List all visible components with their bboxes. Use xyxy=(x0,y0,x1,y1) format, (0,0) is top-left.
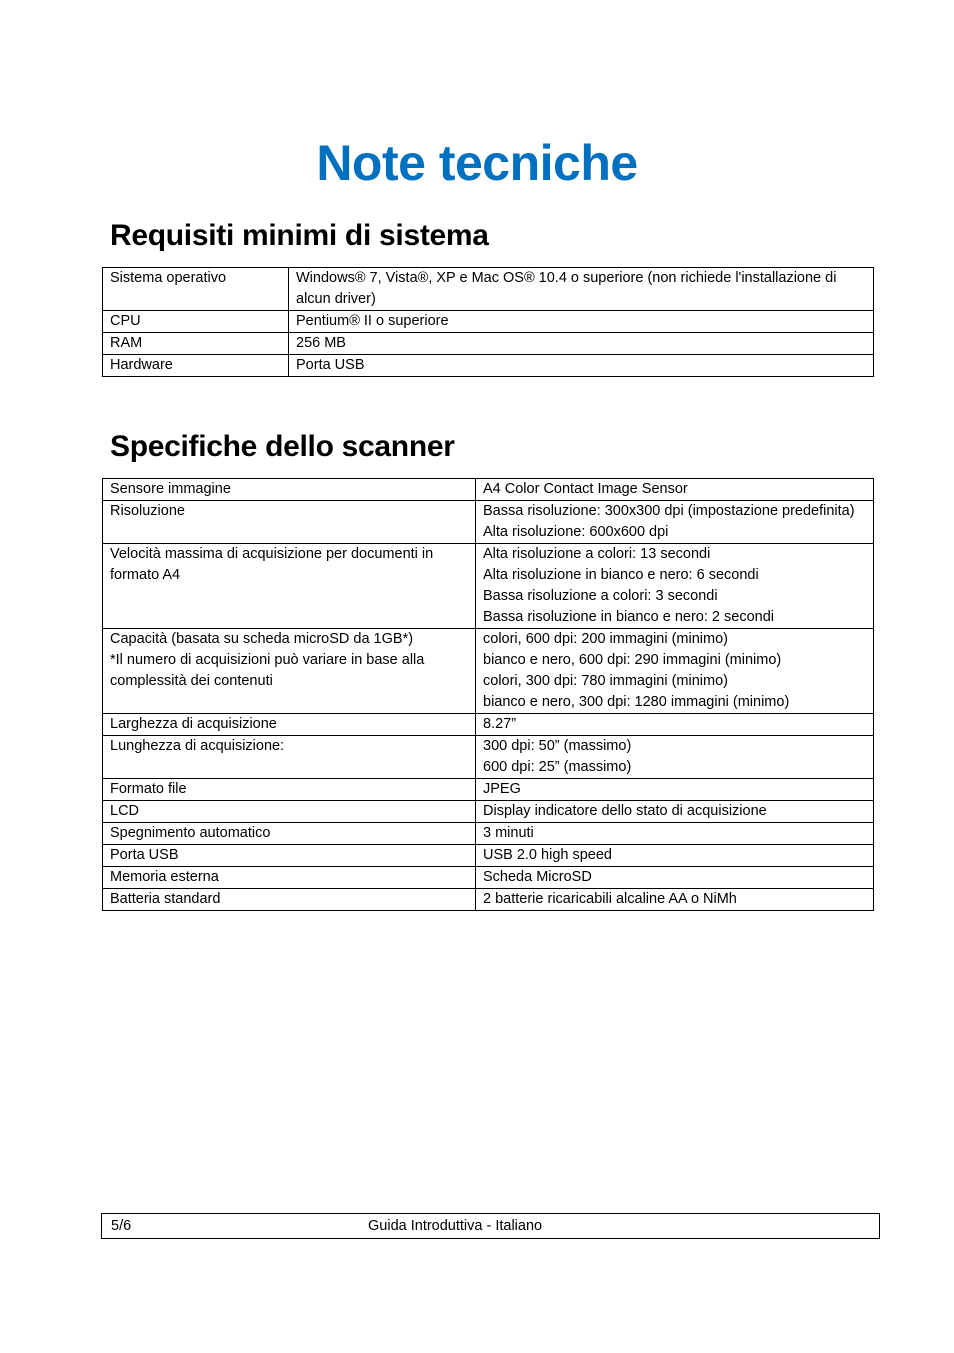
spec-label: Sensore immagine xyxy=(110,481,231,497)
spec-value-cell xyxy=(476,889,874,911)
scanner-specs-table xyxy=(102,478,874,911)
scanner-specs-heading: Specifiche dello scanner xyxy=(110,430,455,463)
spec-label-cell xyxy=(103,501,476,544)
spec-value: Display indicatore dello stato di acquisizione xyxy=(483,803,767,819)
spec-label: Porta USB xyxy=(110,847,179,863)
spec-label-cell xyxy=(103,736,476,779)
spec-value: Alta risoluzione a colori: 13 secondi xyxy=(483,546,711,562)
table-row xyxy=(103,355,874,377)
spec-label-cell xyxy=(103,311,289,333)
table-row xyxy=(103,867,874,889)
spec-value: colori, 600 dpi: 200 immagini (minimo) xyxy=(483,631,728,647)
spec-label: LCD xyxy=(110,803,140,819)
spec-value-cell xyxy=(289,333,874,355)
spec-value: bianco e nero, 300 dpi: 1280 immagini (minimo) xyxy=(483,694,790,710)
spec-label: Sistema operativo xyxy=(110,270,227,286)
spec-value-cell xyxy=(476,479,874,501)
spec-label-cell xyxy=(103,845,476,867)
spec-label-cell xyxy=(103,629,476,714)
spec-label: Larghezza di acquisizione xyxy=(110,716,277,732)
page-footer xyxy=(101,1213,880,1239)
spec-value: Bassa risoluzione a colori: 3 secondi xyxy=(483,588,718,604)
table-row xyxy=(103,736,874,779)
spec-value: Alta risoluzione: 600x600 dpi xyxy=(483,524,669,540)
table-row xyxy=(103,629,874,714)
page-number: 5/6 xyxy=(111,1218,132,1234)
spec-value: Bassa risoluzione: 300x300 dpi (impostazione predefinita) xyxy=(483,503,855,519)
table-row xyxy=(103,268,874,311)
table-row xyxy=(103,889,874,911)
footer-text: Guida Introduttiva - Italiano xyxy=(368,1218,543,1234)
table-row xyxy=(103,544,874,629)
spec-label-cell xyxy=(103,544,476,629)
spec-value: Alta risoluzione in bianco e nero: 6 secondi xyxy=(483,567,759,583)
spec-value: Porta USB xyxy=(296,357,365,373)
spec-value-cell xyxy=(476,736,874,779)
spec-value-cell xyxy=(289,355,874,377)
spec-label: Batteria standard xyxy=(110,891,221,907)
spec-value: 256 MB xyxy=(296,335,346,351)
spec-label-cell xyxy=(103,779,476,801)
spec-value-cell xyxy=(476,544,874,629)
spec-value: colori, 300 dpi: 780 immagini (minimo) xyxy=(483,673,728,689)
spec-label-cell xyxy=(103,889,476,911)
spec-value: 2 batterie ricaricabili alcaline AA o NiMh xyxy=(483,891,737,907)
spec-value: 300 dpi: 50” (massimo) xyxy=(483,738,632,754)
spec-label: *Il numero di acquisizioni può variare in base alla complessità dei contenuti xyxy=(110,652,425,689)
table-row xyxy=(103,501,874,544)
system-requirements-table xyxy=(102,267,874,377)
spec-label-cell xyxy=(103,714,476,736)
table-row xyxy=(103,311,874,333)
spec-value: USB 2.0 high speed xyxy=(483,847,612,863)
spec-value: JPEG xyxy=(483,781,521,797)
spec-value-cell xyxy=(289,268,874,311)
spec-label: Memoria esterna xyxy=(110,869,219,885)
spec-label-cell xyxy=(103,333,289,355)
spec-value: 8.27” xyxy=(483,716,517,732)
spec-value: 600 dpi: 25” (massimo) xyxy=(483,759,632,775)
spec-label: Risoluzione xyxy=(110,503,185,519)
spec-label-cell xyxy=(103,268,289,311)
spec-label: Lunghezza di acquisizione: xyxy=(110,738,285,754)
table-row xyxy=(103,714,874,736)
system-requirements-heading: Requisiti minimi di sistema xyxy=(110,219,489,252)
spec-value-cell xyxy=(476,845,874,867)
table-row xyxy=(103,479,874,501)
table-row xyxy=(103,823,874,845)
spec-value: 3 minuti xyxy=(483,825,534,841)
spec-label: Capacità (basata su scheda microSD da 1GB*) xyxy=(110,631,414,647)
table-row xyxy=(103,801,874,823)
spec-label: Spegnimento automatico xyxy=(110,825,271,841)
table-row xyxy=(103,845,874,867)
spec-label: Formato file xyxy=(110,781,187,797)
spec-label: RAM xyxy=(110,335,143,351)
spec-value-cell xyxy=(476,867,874,889)
spec-label: CPU xyxy=(110,313,141,329)
spec-value-cell xyxy=(476,823,874,845)
spec-value: A4 Color Contact Image Sensor xyxy=(483,481,688,497)
spec-value-cell xyxy=(476,779,874,801)
spec-label-cell xyxy=(103,355,289,377)
spec-label: Hardware xyxy=(110,357,173,373)
spec-label-cell xyxy=(103,867,476,889)
spec-value-cell xyxy=(476,501,874,544)
table-row xyxy=(103,333,874,355)
spec-value-cell xyxy=(476,714,874,736)
table-row xyxy=(103,779,874,801)
page-title: Note tecniche xyxy=(316,135,638,191)
spec-value-cell xyxy=(476,629,874,714)
spec-label-cell xyxy=(103,823,476,845)
spec-label-cell xyxy=(103,801,476,823)
spec-value: Bassa risoluzione in bianco e nero: 2 secondi xyxy=(483,609,774,625)
spec-label-cell xyxy=(103,479,476,501)
spec-value: bianco e nero, 600 dpi: 290 immagini (minimo) xyxy=(483,652,782,668)
spec-value: Windows® 7, Vista®, XP e Mac OS® 10.4 o superiore (non richiede l'installazione di alcun driver) xyxy=(296,270,837,307)
spec-value: Pentium® II o superiore xyxy=(296,313,449,329)
spec-value: Scheda MicroSD xyxy=(483,869,592,885)
spec-label: Velocità massima di acquisizione per documenti in formato A4 xyxy=(110,546,434,583)
spec-value-cell xyxy=(476,801,874,823)
spec-value-cell xyxy=(289,311,874,333)
